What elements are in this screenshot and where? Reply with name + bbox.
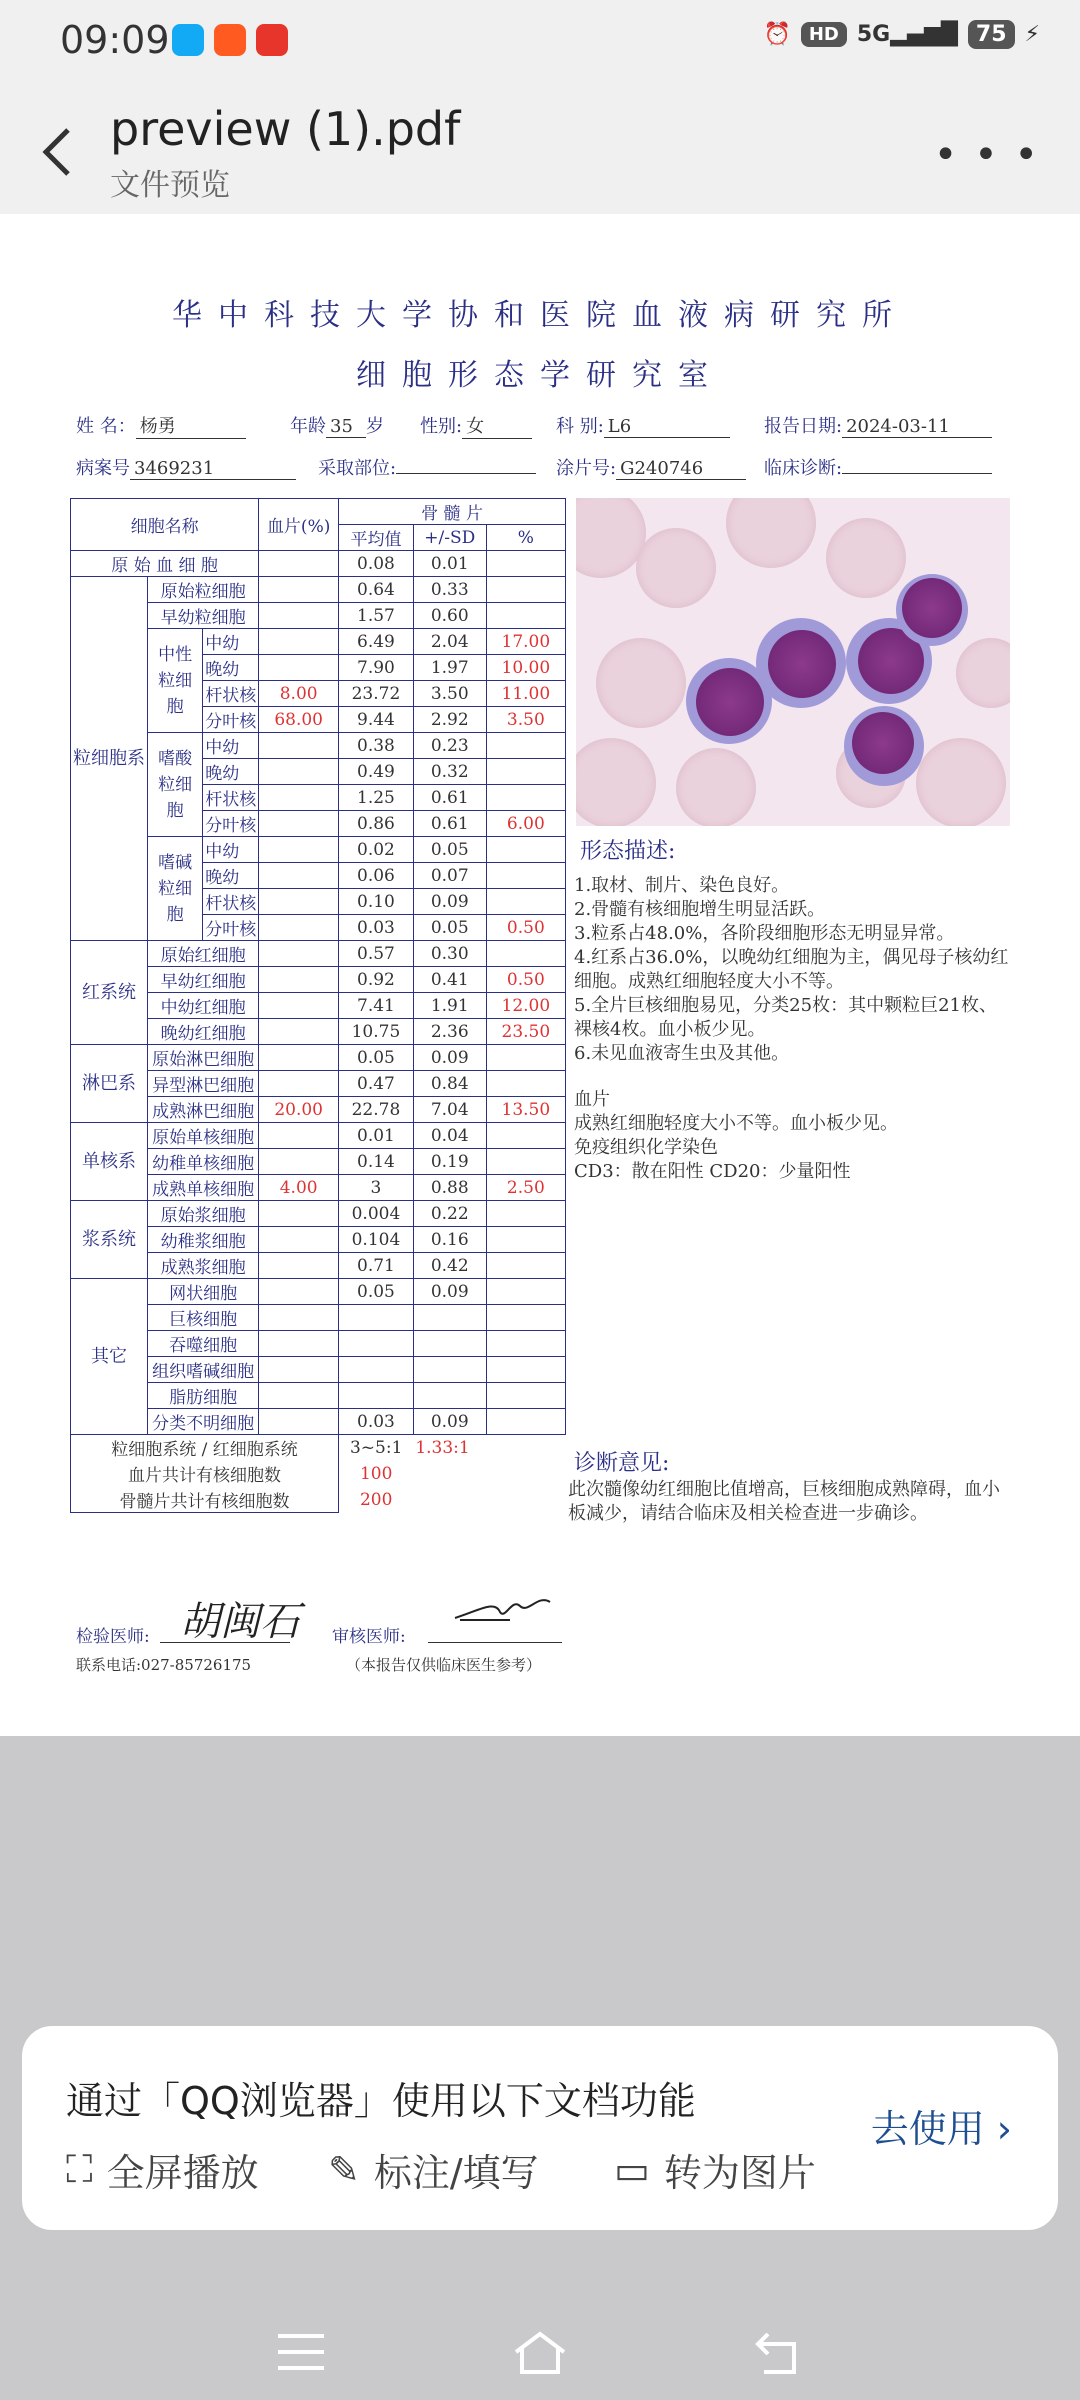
table-row: [71, 1435, 566, 1461]
cell-pct: [486, 1383, 565, 1409]
blood-total: 100: [359, 1463, 393, 1484]
taobao-app-icon: [214, 24, 246, 56]
cell-blood: [259, 733, 339, 759]
cell-blood: [259, 1357, 339, 1383]
blank: [413, 1461, 565, 1487]
cell-name: 晚幼: [203, 863, 259, 889]
lab-name: 细胞形态学研究室: [356, 358, 724, 393]
cell-mean: 1.57: [339, 603, 414, 629]
table-row: [71, 1461, 566, 1487]
cell-name: 杆状核: [203, 785, 259, 811]
cell-blood: [259, 1279, 339, 1305]
cell-pct: 3.50: [486, 707, 565, 733]
blood-title: 血片: [574, 1089, 610, 1110]
nav-bar: [0, 2300, 1080, 2400]
ratio-value: 1.33:1: [415, 1437, 470, 1458]
cell-sd: 2.36: [413, 1019, 486, 1045]
cell-pct: 23.50: [486, 1019, 565, 1045]
cell-sd: 0.61: [413, 811, 486, 837]
cell-pct: [486, 603, 565, 629]
subgroup-label: 中性粒细胞: [148, 629, 203, 733]
sample-site: [318, 454, 536, 480]
table-row: [71, 1201, 566, 1227]
cell-pct: [486, 1123, 565, 1149]
cell-mean: 0.57: [339, 941, 414, 967]
cell-pct: [486, 1357, 565, 1383]
cell-pct: [486, 1331, 565, 1357]
cell-pct: [486, 1071, 565, 1097]
cell-mean: 0.01: [339, 1123, 414, 1149]
cell-mean: 0.47: [339, 1071, 414, 1097]
cell-mean: 0.004: [339, 1201, 414, 1227]
cell-blood: [259, 603, 339, 629]
cell-sd: 0.33: [413, 577, 486, 603]
cell-sd: 0.07: [413, 863, 486, 889]
cell-pct: [486, 577, 565, 603]
cell-blood: [259, 863, 339, 889]
cell-blood: 68.00: [259, 707, 339, 733]
cell-name: 原 始 血 细 胞: [71, 551, 259, 577]
name-label: 姓 名：: [76, 416, 136, 437]
cell-blood: [259, 993, 339, 1019]
cell-blood: [259, 837, 339, 863]
cell-blood: [259, 915, 339, 941]
cell-blood: [259, 655, 339, 681]
cell-pct: [486, 1149, 565, 1175]
fullscreen-icon: ⛶: [66, 2147, 93, 2191]
cell-sd: [413, 1331, 486, 1357]
cell-blood: [259, 1409, 339, 1435]
table-row: [71, 551, 566, 577]
cell-mean: [339, 1305, 414, 1331]
fullscreen-label: 全屏播放: [106, 2151, 259, 2195]
cell-sd: 1.97: [413, 655, 486, 681]
blood-list: [574, 1112, 1014, 1184]
more-options-icon[interactable]: • • •: [933, 132, 1040, 178]
cell-name: 组织嗜碱细胞: [148, 1357, 259, 1383]
cell-mean: 7.90: [339, 655, 414, 681]
blank: [413, 1487, 565, 1513]
cell-blood: [259, 1071, 339, 1097]
cell-sd: 0.09: [413, 889, 486, 915]
blood-total-label: 血片共计有核细胞数: [71, 1461, 339, 1487]
cell-mean: 0.05: [339, 1045, 414, 1071]
cell-pct: [486, 1305, 565, 1331]
cell-mean: 0.64: [339, 577, 414, 603]
cell-pct: [486, 759, 565, 785]
age-unit: 岁: [366, 416, 384, 437]
cell-pct: 2.50: [486, 1175, 565, 1201]
cell-name: 吞噬细胞: [148, 1331, 259, 1357]
signal-label: 5G: [856, 22, 891, 47]
age-value: 35: [326, 416, 366, 438]
pdf-page: [0, 214, 1080, 1736]
diagnosis-text: 此次髓像幼红细胞比值增高，巨核细胞成熟障碍，血小板减少，请结合临床及相关检查进一步确诊。: [568, 1479, 1000, 1524]
text-line: CD3：散在阳性 CD20：少量阳性: [574, 1161, 851, 1182]
table-row: [71, 1279, 566, 1305]
cell-sd: 0.23: [413, 733, 486, 759]
doctor-signature: 胡闽石: [180, 1599, 300, 1645]
table-row: [71, 1123, 566, 1149]
cell-pct: 17.00: [486, 629, 565, 655]
cell-name: 成熟浆细胞: [148, 1253, 259, 1279]
cell-name: 幼稚单核细胞: [148, 1149, 259, 1175]
cell-sd: 0.01: [413, 551, 486, 577]
header-cell-blood: 血片(%): [259, 499, 339, 551]
subgroup-label: 嗜酸粒细胞: [148, 733, 203, 837]
cell-sd: 3.50: [413, 681, 486, 707]
cell-pct: [486, 551, 565, 577]
header-cell-name: 细胞名称: [71, 499, 259, 551]
cell-sd: 0.32: [413, 759, 486, 785]
cell-sd: 0.16: [413, 1227, 486, 1253]
dept-value: L6: [604, 416, 730, 438]
cell-mean: 0.05: [339, 1279, 414, 1305]
cell-mean: 0.49: [339, 759, 414, 785]
text-line: 2.骨髓有核细胞增生明显活跃。: [574, 899, 826, 920]
cell-mean: [339, 1357, 414, 1383]
cell-name: 杆状核: [203, 889, 259, 915]
cell-blood: [259, 1383, 339, 1409]
cell-mean: 0.14: [339, 1149, 414, 1175]
group-label: 粒细胞系: [71, 577, 148, 941]
cell-name: 原始浆细胞: [148, 1201, 259, 1227]
go-use-button[interactable]: 去使用 ›: [870, 2107, 1012, 2151]
table-row: [71, 1487, 566, 1513]
table-row: [71, 941, 566, 967]
cell-name: 幼稚浆细胞: [148, 1227, 259, 1253]
cell-pct: [486, 837, 565, 863]
cell-pct: [486, 1045, 565, 1071]
status-time: 09:09: [60, 18, 170, 62]
clinical-diagnosis: [764, 454, 992, 480]
cell-blood: [259, 941, 339, 967]
cell-mean: 0.104: [339, 1227, 414, 1253]
smear-number: [556, 454, 746, 480]
signal-icon: 5G▂▄▆█: [856, 22, 958, 47]
microscope-image: [576, 498, 1010, 826]
cell-name: 中幼: [203, 733, 259, 759]
patient-name: [76, 412, 246, 439]
cell-sd: 0.09: [413, 1045, 486, 1071]
to-image-label: 转为图片: [663, 2151, 816, 2195]
cell-blood: [259, 889, 339, 915]
sex-value: 女: [462, 412, 532, 439]
jd-app-icon: [256, 24, 288, 56]
cell-pct: [486, 1409, 565, 1435]
cell-name: 原始红细胞: [148, 941, 259, 967]
cell-blood: [259, 785, 339, 811]
cell-pct: [486, 1201, 565, 1227]
cell-sd: 0.05: [413, 915, 486, 941]
case-value: 3469231: [130, 458, 296, 480]
cell-blood: [259, 759, 339, 785]
group-label: 淋巴系: [71, 1045, 148, 1123]
cell-mean: 0.38: [339, 733, 414, 759]
cell-mean: 7.41: [339, 993, 414, 1019]
prompt-title: 通过「QQ浏览器」使用以下文档功能: [66, 2079, 696, 2123]
cell-mean: 0.03: [339, 1409, 414, 1435]
cell-name: 晚幼红细胞: [148, 1019, 259, 1045]
cell-sd: 0.41: [413, 967, 486, 993]
contact-phone: 联系电话:027-85726175: [76, 1656, 252, 1674]
cell-mean: 22.78: [339, 1097, 414, 1123]
cell-mean: 0.71: [339, 1253, 414, 1279]
patient-age: [290, 412, 384, 438]
case-label: 病案号: [76, 458, 130, 479]
cell-name: 异型淋巴细胞: [148, 1071, 259, 1097]
cell-name: 早幼粒细胞: [148, 603, 259, 629]
sex-label: 性别:: [420, 416, 463, 437]
cell-sd: 7.04: [413, 1097, 486, 1123]
cell-sd: 2.92: [413, 707, 486, 733]
to-image-button[interactable]: [614, 2142, 816, 2197]
cell-blood: 4.00: [259, 1175, 339, 1201]
subgroup-label: 嗜碱粒细胞: [148, 837, 203, 941]
cell-sd: 0.42: [413, 1253, 486, 1279]
age-label: 年龄: [290, 416, 326, 437]
cell-name: 原始淋巴细胞: [148, 1045, 259, 1071]
cell-blood: [259, 1305, 339, 1331]
cell-sd: 0.88: [413, 1175, 486, 1201]
file-subtitle: 文件预览: [110, 168, 230, 203]
text-line: 6.未见血液寄生虫及其他。: [574, 1043, 790, 1064]
cell-pct: 0.50: [486, 915, 565, 941]
cell-sd: 0.61: [413, 785, 486, 811]
header-cell-marrow: 骨 髓 片: [339, 499, 566, 525]
text-line: 3.粒系占48.0%，各阶段细胞形态无明显异常。: [574, 923, 955, 944]
patient-sex: [420, 412, 532, 439]
date-value: 2024-03-11: [842, 416, 992, 438]
reviewer-label: 审核医师:: [332, 1627, 406, 1647]
cell-pct: 12.00: [486, 993, 565, 1019]
status-bar: [0, 0, 1080, 82]
cell-sd: 2.04: [413, 629, 486, 655]
cell-pct: [486, 889, 565, 915]
cell-pct: 0.50: [486, 967, 565, 993]
header-cell-mean: 平均值: [339, 525, 414, 551]
report-date: [764, 412, 992, 438]
dept-label: 科 别:: [556, 416, 604, 437]
cell-mean: 0.86: [339, 811, 414, 837]
cell-pct: [486, 1253, 565, 1279]
table-row: [71, 1045, 566, 1071]
doctor-label: 检验医师:: [76, 1627, 150, 1647]
cell-mean: 3: [339, 1175, 414, 1201]
home-icon[interactable]: [512, 2330, 568, 2374]
cell-name: 分叶核: [203, 707, 259, 733]
fullscreen-button[interactable]: [66, 2142, 259, 2197]
text-line: 5.全片巨核细胞易见，分类25枚：其中颗粒巨21枚、裸核4枚。血小板少见。: [574, 995, 997, 1040]
marrow-total-label: 骨髓片共计有核细胞数: [71, 1487, 339, 1513]
cell-blood: [259, 551, 339, 577]
cell-name: 杆状核: [203, 681, 259, 707]
diagnosis-title: 诊断意见:: [574, 1451, 670, 1476]
menu-icon[interactable]: [276, 2330, 326, 2374]
cell-name: 中幼: [203, 629, 259, 655]
cell-mean: [339, 1331, 414, 1357]
date-label: 报告日期:: [764, 416, 843, 437]
cell-sd: 0.30: [413, 941, 486, 967]
cell-blood: 20.00: [259, 1097, 339, 1123]
cell-mean: 0.06: [339, 863, 414, 889]
group-label: 红系统: [71, 941, 148, 1045]
cell-name: 晚幼: [203, 655, 259, 681]
cell-blood: [259, 811, 339, 837]
cell-mean: 0.10: [339, 889, 414, 915]
table-row: [71, 577, 566, 603]
qq-browser-prompt: [22, 2026, 1058, 2230]
cell-blood: [259, 577, 339, 603]
cell-pct: [486, 1279, 565, 1305]
alarm-icon: ⏰: [763, 22, 791, 47]
cell-sd: 0.19: [413, 1149, 486, 1175]
back-nav-icon[interactable]: [754, 2330, 804, 2374]
qq-app-icon: [172, 24, 204, 56]
cell-blood: [259, 1019, 339, 1045]
cell-mean: [339, 1383, 414, 1409]
morph-list: [574, 874, 1014, 1066]
cell-sd: 1.91: [413, 993, 486, 1019]
marrow-total: 200: [359, 1489, 393, 1510]
cell-name: 巨核细胞: [148, 1305, 259, 1331]
cell-mean: 0.03: [339, 915, 414, 941]
cell-name: 网状细胞: [148, 1279, 259, 1305]
cell-blood: [259, 1123, 339, 1149]
charging-icon: ⚡: [1024, 22, 1040, 47]
app-header: [0, 82, 1080, 214]
cell-name: 成熟单核细胞: [148, 1175, 259, 1201]
cell-mean: 23.72: [339, 681, 414, 707]
cell-name: 原始粒细胞: [148, 577, 259, 603]
cell-blood: [259, 1227, 339, 1253]
cell-blood: 8.00: [259, 681, 339, 707]
battery-icon: 75: [968, 20, 1015, 49]
hd-icon: HD: [801, 22, 847, 47]
cell-sd: 0.60: [413, 603, 486, 629]
cell-sd: [413, 1357, 486, 1383]
cell-blood: [259, 1045, 339, 1071]
name-value: 杨勇: [136, 412, 246, 439]
header-cell-sd: +/-SD: [413, 525, 486, 551]
cell-pct: [486, 785, 565, 811]
cell-pct: [486, 733, 565, 759]
clinical-diag-label: 临床诊断:: [764, 458, 843, 479]
cell-mean: 0.92: [339, 967, 414, 993]
cell-mean: 10.75: [339, 1019, 414, 1045]
cell-blood: [259, 629, 339, 655]
image-icon: ▭: [614, 2147, 650, 2192]
cell-name: 分类不明细胞: [148, 1409, 259, 1435]
ratio-ref: 3~5:1: [349, 1437, 403, 1458]
cell-blood: [259, 967, 339, 993]
cell-blood: [259, 1201, 339, 1227]
cell-count-table: [70, 498, 566, 1513]
cell-mean: 6.49: [339, 629, 414, 655]
cell-pct: [486, 941, 565, 967]
text-line: 成熟红细胞轻度大小不等。血小板少见。: [574, 1113, 898, 1134]
group-label: 单核系: [71, 1123, 148, 1201]
cell-name: 分叶核: [203, 915, 259, 941]
cell-pct: 11.00: [486, 681, 565, 707]
cell-mean: 0.08: [339, 551, 414, 577]
ratio-label: 粒细胞系统 / 红细胞系统: [71, 1435, 339, 1461]
cell-sd: 0.84: [413, 1071, 486, 1097]
case-number: [76, 454, 296, 480]
header-cell-pct: %: [486, 525, 565, 551]
cell-blood: [259, 1253, 339, 1279]
cell-name: 原始单核细胞: [148, 1123, 259, 1149]
cell-pct: 13.50: [486, 1097, 565, 1123]
cell-pct: [486, 1227, 565, 1253]
cell-blood: [259, 1331, 339, 1357]
cell-pct: [486, 863, 565, 889]
report-note: （本报告仅供临床医生参考）: [346, 1656, 542, 1674]
back-arrow-icon[interactable]: [38, 122, 78, 182]
dept: [556, 412, 730, 438]
cell-name: 脂肪细胞: [148, 1383, 259, 1409]
cell-mean: 0.02: [339, 837, 414, 863]
file-title: preview (1).pdf: [110, 102, 461, 156]
cell-mean: 9.44: [339, 707, 414, 733]
cell-sd: [413, 1305, 486, 1331]
status-icons: [763, 20, 1040, 49]
hospital-name: 华中科技大学协和医院血液病研究所: [172, 298, 908, 333]
group-label: 其它: [71, 1279, 148, 1435]
text-line: 免疫组织化学染色: [574, 1137, 718, 1158]
cell-name: 成熟淋巴细胞: [148, 1097, 259, 1123]
text-line: 1.取材、制片、染色良好。: [574, 875, 790, 896]
cell-sd: 0.09: [413, 1409, 486, 1435]
cell-name: 分叶核: [203, 811, 259, 837]
annotate-button[interactable]: [328, 2142, 539, 2197]
cell-name: 早幼红细胞: [148, 967, 259, 993]
morph-title: 形态描述:: [580, 839, 676, 864]
edit-icon: ✎: [328, 2147, 360, 2192]
cell-mean: 1.25: [339, 785, 414, 811]
cell-blood: [259, 1149, 339, 1175]
site-label: 采取部位:: [318, 458, 397, 479]
cell-sd: 0.22: [413, 1201, 486, 1227]
cell-pct: 6.00: [486, 811, 565, 837]
smear-value: G240746: [616, 458, 746, 480]
annotate-label: 标注/填写: [373, 2151, 539, 2195]
reviewer-signature: [450, 1590, 560, 1630]
cell-sd: [413, 1383, 486, 1409]
text-line: 4.红系占36.0%，以晚幼红细胞为主，偶见母子核幼红细胞。成熟红细胞轻度大小不等。: [574, 947, 1009, 992]
cell-name: 中幼红细胞: [148, 993, 259, 1019]
cell-name: 中幼: [203, 837, 259, 863]
table-row: [71, 499, 566, 525]
cell-name: 晚幼: [203, 759, 259, 785]
group-label: 浆系统: [71, 1201, 148, 1279]
cell-sd: 0.09: [413, 1279, 486, 1305]
cell-sd: 0.05: [413, 837, 486, 863]
cell-pct: 10.00: [486, 655, 565, 681]
cell-sd: 0.04: [413, 1123, 486, 1149]
smear-label: 涂片号:: [556, 458, 617, 479]
